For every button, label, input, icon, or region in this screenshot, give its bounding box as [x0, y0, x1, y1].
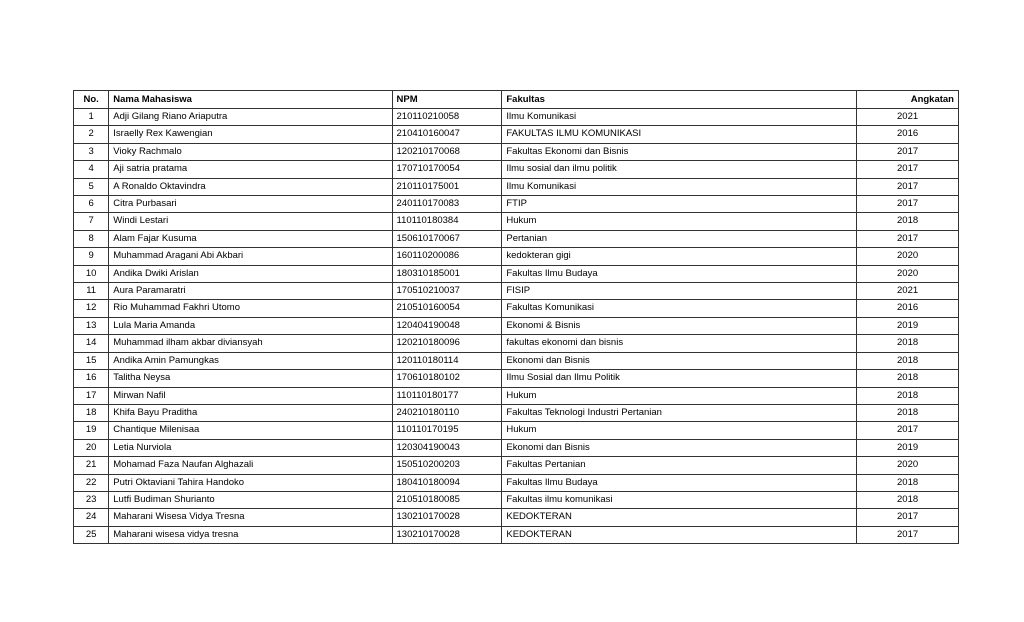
cell-year: 2019	[857, 439, 959, 456]
cell-name: Muhammad Aragani Abi Akbari	[109, 248, 392, 265]
table-row	[74, 457, 959, 474]
cell-no: 19	[74, 422, 109, 439]
cell-no: 10	[74, 265, 109, 282]
table-row	[74, 161, 959, 178]
cell-npm: 180310185001	[392, 265, 502, 282]
cell-no: 20	[74, 439, 109, 456]
table-row	[74, 143, 959, 160]
cell-faculty: KEDOKTERAN	[502, 509, 857, 526]
cell-faculty: Ilmu sosial dan ilmu politik	[502, 161, 857, 178]
cell-faculty: Fakultas Ekonomi dan Bisnis	[502, 143, 857, 160]
cell-no: 4	[74, 161, 109, 178]
cell-npm: 150510200203	[392, 457, 502, 474]
cell-name: Israelly Rex Kawengian	[109, 126, 392, 143]
cell-year: 2017	[857, 143, 959, 160]
cell-year: 2018	[857, 370, 959, 387]
cell-no: 5	[74, 178, 109, 195]
cell-no: 21	[74, 457, 109, 474]
cell-year: 2017	[857, 178, 959, 195]
cell-faculty: Pertanian	[502, 230, 857, 247]
cell-name: Lula Maria Amanda	[109, 317, 392, 334]
header-name: Nama Mahasiswa	[109, 91, 392, 109]
cell-faculty: Ilmu Komunikasi	[502, 178, 857, 195]
cell-faculty: Fakultas Teknologi Industri Pertanian	[502, 404, 857, 421]
table-row	[74, 283, 959, 300]
cell-name: Andika Dwiki Arislan	[109, 265, 392, 282]
header-year: Angkatan	[857, 91, 959, 109]
cell-year: 2016	[857, 300, 959, 317]
cell-name: Lutfi Budiman Shurianto	[109, 491, 392, 508]
cell-name: Putri Oktaviani Tahira Handoko	[109, 474, 392, 491]
cell-name: Letia Nurviola	[109, 439, 392, 456]
table-row	[74, 387, 959, 404]
cell-npm: 160110200086	[392, 248, 502, 265]
cell-no: 8	[74, 230, 109, 247]
cell-no: 24	[74, 509, 109, 526]
cell-faculty: Fakultas Pertanian	[502, 457, 857, 474]
cell-year: 2019	[857, 317, 959, 334]
cell-no: 14	[74, 335, 109, 352]
cell-name: Mohamad Faza Naufan Alghazali	[109, 457, 392, 474]
cell-no: 15	[74, 352, 109, 369]
cell-faculty: Fakultas ilmu komunikasi	[502, 491, 857, 508]
cell-faculty: fakultas ekonomi dan bisnis	[502, 335, 857, 352]
cell-npm: 170510210037	[392, 283, 502, 300]
cell-npm: 120210180096	[392, 335, 502, 352]
cell-npm: 120404190048	[392, 317, 502, 334]
cell-faculty: Fakultas Ilmu Budaya	[502, 474, 857, 491]
cell-year: 2017	[857, 161, 959, 178]
cell-year: 2018	[857, 404, 959, 421]
cell-faculty: FAKULTAS ILMU KOMUNIKASI	[502, 126, 857, 143]
cell-npm: 120110180114	[392, 352, 502, 369]
cell-faculty: Fakultas Komunikasi	[502, 300, 857, 317]
cell-no: 11	[74, 283, 109, 300]
cell-name: Maharani wisesa vidya tresna	[109, 526, 392, 543]
cell-name: Rio Muhammad Fakhri Utomo	[109, 300, 392, 317]
table-row	[74, 474, 959, 491]
cell-name: Maharani Wisesa Vidya Tresna	[109, 509, 392, 526]
table-row	[74, 178, 959, 195]
cell-faculty: Ekonomi dan Bisnis	[502, 439, 857, 456]
cell-name: A Ronaldo Oktavindra	[109, 178, 392, 195]
cell-year: 2021	[857, 283, 959, 300]
cell-no: 18	[74, 404, 109, 421]
cell-year: 2018	[857, 387, 959, 404]
table-row	[74, 265, 959, 282]
cell-name: Khifa Bayu Praditha	[109, 404, 392, 421]
cell-name: Mirwan Nafil	[109, 387, 392, 404]
cell-faculty: Ilmu Sosial dan Ilmu Politik	[502, 370, 857, 387]
cell-npm: 120304190043	[392, 439, 502, 456]
table-row	[74, 126, 959, 143]
student-table	[73, 90, 959, 544]
cell-faculty: Ekonomi dan Bisnis	[502, 352, 857, 369]
table-row	[74, 422, 959, 439]
table-header	[74, 91, 959, 109]
cell-npm: 130210170028	[392, 509, 502, 526]
table-row	[74, 370, 959, 387]
cell-faculty: Hukum	[502, 422, 857, 439]
cell-year: 2018	[857, 474, 959, 491]
table-row	[74, 352, 959, 369]
cell-npm: 240110170083	[392, 196, 502, 213]
cell-year: 2016	[857, 126, 959, 143]
cell-npm: 170610180102	[392, 370, 502, 387]
cell-faculty: KEDOKTERAN	[502, 526, 857, 543]
table-row	[74, 196, 959, 213]
table-row	[74, 317, 959, 334]
cell-name: Adji Gilang Riano Ariaputra	[109, 109, 392, 126]
cell-faculty: Ekonomi & Bisnis	[502, 317, 857, 334]
cell-year: 2020	[857, 457, 959, 474]
cell-year: 2018	[857, 213, 959, 230]
cell-no: 6	[74, 196, 109, 213]
cell-year: 2017	[857, 230, 959, 247]
cell-no: 25	[74, 526, 109, 543]
table-row	[74, 491, 959, 508]
cell-name: Citra Purbasari	[109, 196, 392, 213]
cell-npm: 150610170067	[392, 230, 502, 247]
table-row	[74, 248, 959, 265]
cell-faculty: Hukum	[502, 387, 857, 404]
cell-npm: 130210170028	[392, 526, 502, 543]
cell-name: Muhammad ilham akbar diviansyah	[109, 335, 392, 352]
cell-faculty: FTIP	[502, 196, 857, 213]
header-faculty: Fakultas	[502, 91, 857, 109]
cell-no: 16	[74, 370, 109, 387]
cell-year: 2017	[857, 422, 959, 439]
cell-npm: 120210170068	[392, 143, 502, 160]
cell-npm: 240210180110	[392, 404, 502, 421]
cell-no: 3	[74, 143, 109, 160]
cell-no: 22	[74, 474, 109, 491]
cell-no: 7	[74, 213, 109, 230]
cell-npm: 110110180177	[392, 387, 502, 404]
cell-no: 13	[74, 317, 109, 334]
cell-name: Windi Lestari	[109, 213, 392, 230]
table-row	[74, 300, 959, 317]
cell-npm: 210510160054	[392, 300, 502, 317]
cell-year: 2018	[857, 335, 959, 352]
cell-npm: 210110210058	[392, 109, 502, 126]
header-row	[74, 91, 959, 109]
cell-no: 23	[74, 491, 109, 508]
table-row	[74, 404, 959, 421]
cell-name: Talitha Neysa	[109, 370, 392, 387]
cell-npm: 170710170054	[392, 161, 502, 178]
cell-name: Alam Fajar Kusuma	[109, 230, 392, 247]
cell-year: 2018	[857, 352, 959, 369]
table-row	[74, 230, 959, 247]
cell-year: 2021	[857, 109, 959, 126]
cell-faculty: Ilmu Komunikasi	[502, 109, 857, 126]
cell-npm: 110110170195	[392, 422, 502, 439]
header-no: No.	[74, 91, 109, 109]
cell-faculty: kedokteran gigi	[502, 248, 857, 265]
cell-name: Aji satria pratama	[109, 161, 392, 178]
table-row	[74, 526, 959, 543]
header-npm: NPM	[392, 91, 502, 109]
cell-faculty: Fakultas Ilmu Budaya	[502, 265, 857, 282]
cell-npm: 210410160047	[392, 126, 502, 143]
table-row	[74, 335, 959, 352]
cell-no: 2	[74, 126, 109, 143]
cell-no: 12	[74, 300, 109, 317]
cell-name: Chantique Milenisaa	[109, 422, 392, 439]
cell-name: Aura Paramaratri	[109, 283, 392, 300]
cell-year: 2017	[857, 196, 959, 213]
cell-year: 2020	[857, 265, 959, 282]
cell-npm: 210510180085	[392, 491, 502, 508]
cell-year: 2018	[857, 491, 959, 508]
cell-faculty: Hukum	[502, 213, 857, 230]
table-row	[74, 509, 959, 526]
cell-no: 9	[74, 248, 109, 265]
cell-name: Andika Amin Pamungkas	[109, 352, 392, 369]
cell-npm: 210110175001	[392, 178, 502, 195]
cell-year: 2017	[857, 526, 959, 543]
table-body	[74, 109, 959, 544]
table-row	[74, 109, 959, 126]
cell-npm: 180410180094	[392, 474, 502, 491]
table-row	[74, 439, 959, 456]
table-row	[74, 213, 959, 230]
cell-name: Vioky Rachmalo	[109, 143, 392, 160]
cell-no: 17	[74, 387, 109, 404]
cell-faculty: FISIP	[502, 283, 857, 300]
cell-year: 2020	[857, 248, 959, 265]
cell-npm: 110110180384	[392, 213, 502, 230]
cell-year: 2017	[857, 509, 959, 526]
cell-no: 1	[74, 109, 109, 126]
